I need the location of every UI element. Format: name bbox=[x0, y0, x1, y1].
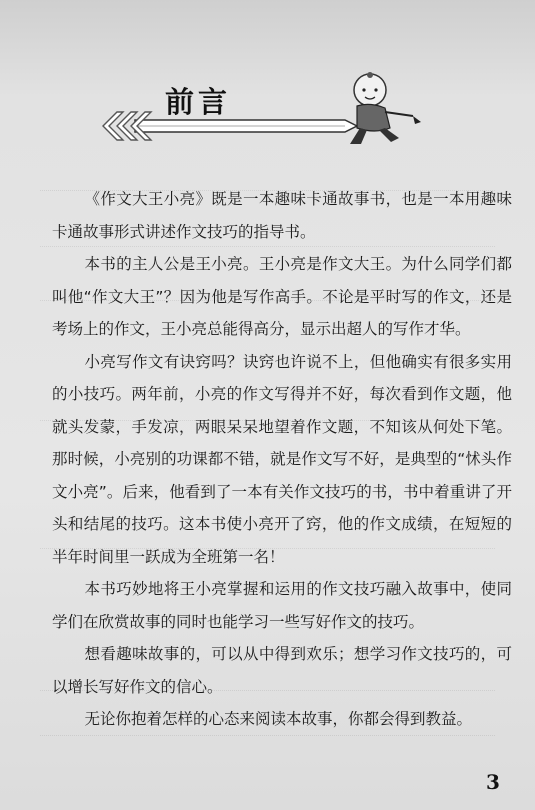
preface-body bbox=[52, 183, 512, 736]
paragraph: 本书的主人公是王小亮。王小亮是作文大王。为什么同学们都叫他“作文大王”？因为他是写作高手。不论是平时写的作文，还是考场上的作文，王小亮总能得高分，显示出超人的写作才华。 bbox=[52, 255, 512, 338]
paragraph: 本书巧妙地将王小亮掌握和运用的作文技巧融入故事中，使同学们在欣赏故事的同时也能学习一些写好作文的技巧。 bbox=[52, 580, 512, 631]
header-banner bbox=[95, 68, 425, 148]
page-heading: 前言 bbox=[165, 85, 232, 119]
paragraph: 《作文大王小亮》既是一本趣味卡通故事书，也是一本用趣味卡通故事形式讲述作文技巧的指导书。 bbox=[52, 190, 512, 241]
cartoon-boy-icon bbox=[350, 72, 421, 144]
paragraph: 无论你抱着怎样的心态来阅读本故事，你都会得到教益。 bbox=[84, 710, 473, 728]
page-number: 3 bbox=[486, 770, 500, 794]
paragraph: 想看趣味故事的，可以从中得到欢乐；想学习作文技巧的，可以增长写好作文的信心。 bbox=[52, 645, 512, 696]
paragraph: 小亮写作文有诀窍吗？诀窍也许说不上，但他确实有很多实用的小技巧。两年前，小亮的作文写得并不好，每次看到作文题，他就头发蒙，手发凉，两眼呆呆地望着作文题，不知该从何处下笔。那时候，小亮别的功课都不错，就是作文写不好，是典型的“怵头作文小亮”。后来，他看到了一本有关作文技巧的书，书中着重讲了开头和结尾的技巧。这本书使小亮开了窍，他的作文成绩，在短短的半年时间里一跃成为全班第一名！ bbox=[52, 352, 512, 566]
